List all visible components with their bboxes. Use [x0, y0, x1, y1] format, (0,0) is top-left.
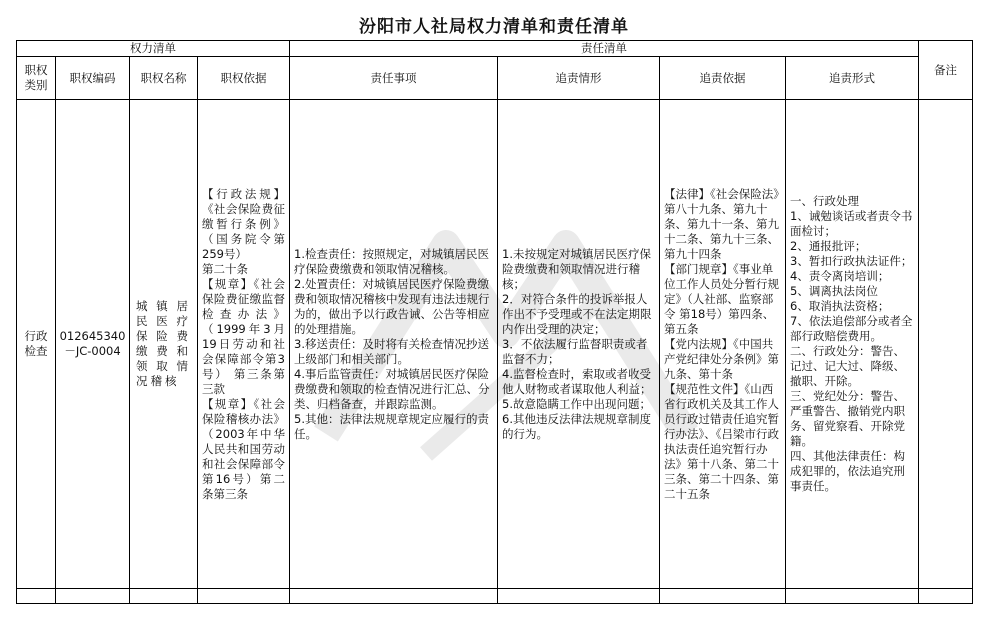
duty-header: 责任事项 [290, 57, 498, 100]
basis-cell: 【行政法规】《社会保险费征缴暂行条例》（国务院令第259号） 第二十条 【规章】《社会保险费征缴监督检查办法》（1999年3月19日劳动和社会保障部令第3号） 第三条第三款 【规章】《社会保险稽核办法》（2003年中华人民共和国劳动和社会保障部令第16号）第二条第三条 [198, 100, 290, 589]
remarks-header: 备注 [919, 41, 973, 100]
empty-row [17, 589, 973, 604]
header-group-row [17, 41, 973, 57]
category-header: 职权 类别 [17, 57, 56, 100]
accountability-header: 追责情形 [498, 57, 660, 100]
duty-list-header: 责任清单 [290, 41, 919, 57]
accountability-basis-cell: 【法律】《社会保险法》第八十九条、第九十条、第九十一条、第九十二条、第九十三条、第九十四条 【部门规章】《事业单位工作人员处分暂行规定》（人社部、监察部令 第18号）第四条、第五条 【党内法规】《中国共产党纪律处分条例》第九条、第十条 【规范性文件】《山西省行政机关及其工作人员行政过错责任追究暂行办法》、《吕梁市行政执法责任追究暂行办法》第十八条、第二十三条、第二十四条、第二十五条 [660, 100, 786, 589]
accountability-form-header: 追责形式 [786, 57, 919, 100]
table-row [17, 100, 973, 589]
category-cell: 行政 检查 [17, 100, 56, 589]
header-column-row [17, 57, 973, 100]
power-list-header: 权力清单 [17, 41, 290, 57]
remarks-cell [919, 100, 973, 589]
name-header: 职权名称 [130, 57, 198, 100]
code-cell: 012645340 －JC-0004 [56, 100, 130, 589]
document-sheet [16, 14, 972, 609]
power-duty-table [16, 40, 973, 604]
accountability-cell: 1.未按规定对城镇居民医疗保险费缴费和领取情况进行稽核； 2．对符合条件的投诉举报人作出不予受理或不在法定期限内作出受理的决定； 3．不依法履行监督职责或者监督不力； 4.监督检查时，索取或者收受他人财物或者谋取他人利益； 5.故意隐瞒工作中出现问题； 6.其他违反法律法规规章制度的行为。 [498, 100, 660, 589]
basis-header: 职权依据 [198, 57, 290, 100]
duty-cell: 1.检查责任：按照规定，对城镇居民医疗保险费缴费和领取情况稽核。 2.处置责任：对城镇居民医疗保险费缴费和领取情况稽核中发现有违法违规行为的，做出予以行政告诫、公告等相应的处理措施。 3.移送责任：及时将有关检查情况抄送上级部门和相关部门。 4.事后监管责任：对城镇居民医疗保险费缴费和领取的检查情况进行汇总、分类、归档备查，并跟踪监测。 5.其他：法律法规规章规定应履行的责任。 [290, 100, 498, 589]
accountability-form-cell: 一、行政处理 1、诫勉谈话或者责令书面检讨； 2、通报批评； 3、暂扣行政执法证件； 4、责令离岗培训； 5、调离执法岗位 6、取消执法资格； 7、依法追偿部分或者全部行政赔偿费用。 二、行政处分：警告、记过、记大过、降级、撤职、开除。 三、党纪处分：警告、严重警告、撤销党内职务、留党察看、开除党籍。 四、其他法律责任：构成犯罪的，依法追究刑事责任。 [786, 100, 919, 589]
name-cell: 城镇居民医疗保险费缴费和领取情况稽核 [130, 100, 198, 589]
page-title: 汾阳市人社局权力清单和责任清单 [359, 17, 629, 37]
code-header: 职权编码 [56, 57, 130, 100]
accountability-basis-header: 追责依据 [660, 57, 786, 100]
